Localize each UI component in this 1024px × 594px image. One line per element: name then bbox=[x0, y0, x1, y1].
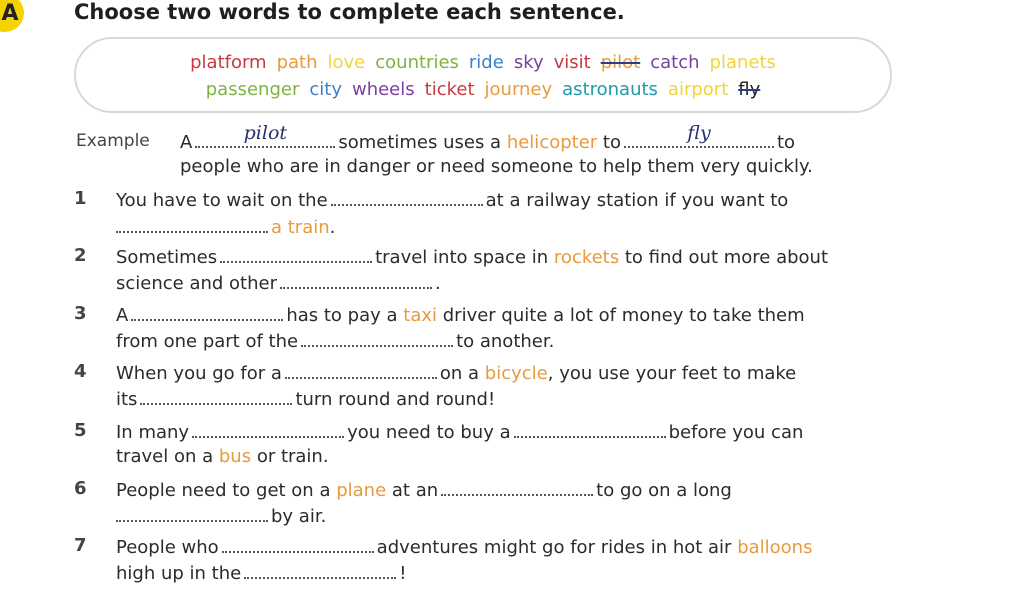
exercise-title: Choose two words to complete each sentence. bbox=[74, 0, 625, 24]
word-bank-word: platform bbox=[190, 52, 267, 73]
answer-blank[interactable] bbox=[514, 420, 666, 438]
word-bank bbox=[74, 37, 892, 113]
item-5-line-2: travel on a bus or train. bbox=[116, 446, 329, 467]
item-number: 6 bbox=[74, 478, 87, 499]
item-4-line-2: its turn round and round! bbox=[116, 389, 496, 410]
word-bank-word: sky bbox=[513, 52, 544, 73]
word-bank-word: wheels bbox=[351, 79, 415, 100]
example-line-1: A pilot sometimes uses a helicopter to fly to bbox=[180, 122, 796, 153]
word-bank-word: love bbox=[327, 52, 366, 73]
item-5-line-1: In many you need to buy a before you can bbox=[116, 422, 804, 443]
item-2-line-2: science and other . bbox=[116, 273, 441, 294]
word-bank-word: countries bbox=[375, 52, 459, 73]
answer-blank[interactable] bbox=[280, 271, 432, 289]
word-bank-word: ride bbox=[468, 52, 504, 73]
exercise-badge: A bbox=[0, 0, 24, 32]
word-bank-word: passenger bbox=[205, 79, 300, 100]
word-bank-word: visit bbox=[553, 52, 591, 73]
word-bank-word: path bbox=[276, 52, 318, 73]
word-bank-word: astronauts bbox=[562, 79, 658, 100]
example-answer-1: pilot bbox=[243, 122, 288, 144]
answer-blank[interactable] bbox=[301, 329, 453, 347]
answer-blank[interactable] bbox=[131, 303, 283, 321]
item-1-line-1: You have to wait on the at a railway station if you want to bbox=[116, 190, 789, 211]
example-blank-2 bbox=[624, 122, 774, 148]
item-number: 1 bbox=[74, 188, 87, 209]
item-number: 5 bbox=[74, 420, 87, 441]
highlight-word: helicopter bbox=[506, 132, 598, 153]
answer-blank[interactable] bbox=[331, 188, 483, 206]
answer-blank[interactable] bbox=[285, 361, 437, 379]
item-2-line-1: Sometimes travel into space in rockets to find out more about bbox=[116, 247, 829, 268]
word-bank-word: pilot bbox=[600, 52, 641, 73]
item-1-line-2: a train. bbox=[116, 215, 335, 238]
word-bank-word: planets bbox=[709, 52, 776, 73]
item-number: 4 bbox=[74, 361, 87, 382]
word-bank-row-2 bbox=[76, 79, 890, 100]
example-line-2: people who are in danger or need someone to help them very quickly. bbox=[180, 156, 813, 177]
item-6-line-1: People need to get on a plane at an to go on a long bbox=[116, 480, 732, 501]
answer-blank[interactable] bbox=[192, 420, 344, 438]
word-bank-word: journey bbox=[484, 79, 553, 100]
item-7-line-2: high up in the ! bbox=[116, 563, 407, 584]
word-bank-word: fly bbox=[738, 79, 761, 100]
word-bank-word: catch bbox=[650, 52, 700, 73]
answer-blank[interactable] bbox=[140, 387, 292, 405]
word-bank-word: ticket bbox=[424, 79, 475, 100]
word-bank-row-1 bbox=[76, 52, 890, 73]
item-6-line-2: by air. bbox=[116, 504, 326, 527]
example-answer-2: fly bbox=[687, 122, 711, 144]
word-bank-word: airport bbox=[667, 79, 729, 100]
item-number: 7 bbox=[74, 535, 87, 556]
answer-blank[interactable] bbox=[222, 535, 374, 553]
item-3-line-1: A has to pay a taxi driver quite a lot of money to take them bbox=[116, 305, 805, 326]
item-4-line-1: When you go for a on a bicycle, you use your feet to make bbox=[116, 363, 797, 384]
item-number: 2 bbox=[74, 245, 87, 266]
item-3-line-2: from one part of the to another. bbox=[116, 331, 555, 352]
item-number: 3 bbox=[74, 303, 87, 324]
word-bank-word: city bbox=[309, 79, 342, 100]
example-blank-1 bbox=[195, 122, 335, 148]
exercise-header bbox=[0, 0, 1024, 30]
answer-blank[interactable] bbox=[116, 504, 268, 522]
answer-blank[interactable] bbox=[116, 215, 268, 233]
example-label: Example bbox=[76, 131, 150, 151]
answer-blank[interactable] bbox=[220, 245, 372, 263]
item-7-line-1: People who adventures might go for rides in hot air balloons bbox=[116, 537, 813, 558]
answer-blank[interactable] bbox=[441, 478, 593, 496]
answer-blank[interactable] bbox=[244, 561, 396, 579]
